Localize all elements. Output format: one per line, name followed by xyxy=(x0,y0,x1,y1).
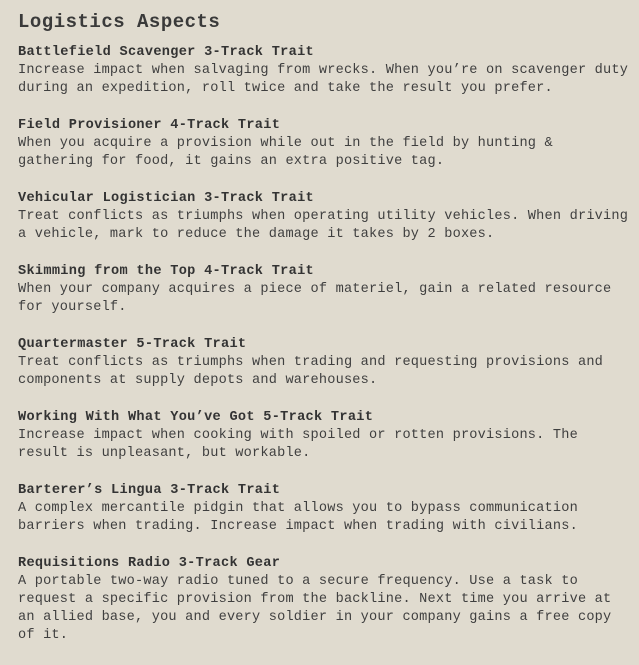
aspect-battlefield-scavenger xyxy=(18,44,629,98)
aspect-name: Quartermaster 5-Track Trait xyxy=(18,337,247,352)
aspect-description: Increase impact when salvaging from wrecks. When you’re on scavenger duty during an expedition, roll twice and take the result you prefer. xyxy=(18,63,629,96)
aspect-description: When you acquire a provision while out in the field by hunting & gathering for food, it gains an extra positive tag. xyxy=(18,136,553,169)
aspect-description: A portable two-way radio tuned to a secure frequency. Use a task to request a specific provision from the backline. Next time you arrive at an allied base, you and every soldier in your company gains a free copy of it. xyxy=(18,574,612,643)
aspect-vehicular-logistician xyxy=(18,190,629,244)
aspect-list xyxy=(18,44,629,645)
aspect-name: Working With What You’ve Got 5-Track Trait xyxy=(18,410,374,425)
aspect-description: A complex mercantile pidgin that allows you to bypass communication barriers when trading. Increase impact when trading with civilians. xyxy=(18,501,578,534)
aspect-description: Treat conflicts as triumphs when operating utility vehicles. When driving a vehicle, mark to reduce the damage it takes by 2 boxes. xyxy=(18,209,629,242)
aspect-name: Battlefield Scavenger 3-Track Trait xyxy=(18,45,315,60)
aspect-barterers-lingua xyxy=(18,482,629,536)
aspect-quartermaster xyxy=(18,336,629,390)
aspect-description: Treat conflicts as triumphs when trading and requesting provisions and components at supply depots and warehouses. xyxy=(18,355,604,388)
aspect-requisitions-radio xyxy=(18,555,629,645)
aspect-description: Increase impact when cooking with spoiled or rotten provisions. The result is unpleasant, but workable. xyxy=(18,428,578,461)
aspect-description: When your company acquires a piece of materiel, gain a related resource for yourself. xyxy=(18,282,612,315)
aspect-skimming-from-the-top xyxy=(18,263,629,317)
aspect-name: Skimming from the Top 4-Track Trait xyxy=(18,264,315,279)
page-title: Logistics Aspects xyxy=(18,11,221,33)
aspect-name: Requisitions Radio 3-Track Gear xyxy=(18,556,281,571)
aspect-working-with-what-youve-got xyxy=(18,409,629,463)
aspect-name: Barterer’s Lingua 3-Track Trait xyxy=(18,483,281,498)
aspect-field-provisioner xyxy=(18,117,629,171)
aspect-name: Field Provisioner 4-Track Trait xyxy=(18,118,281,133)
aspect-name: Vehicular Logistician 3-Track Trait xyxy=(18,191,315,206)
